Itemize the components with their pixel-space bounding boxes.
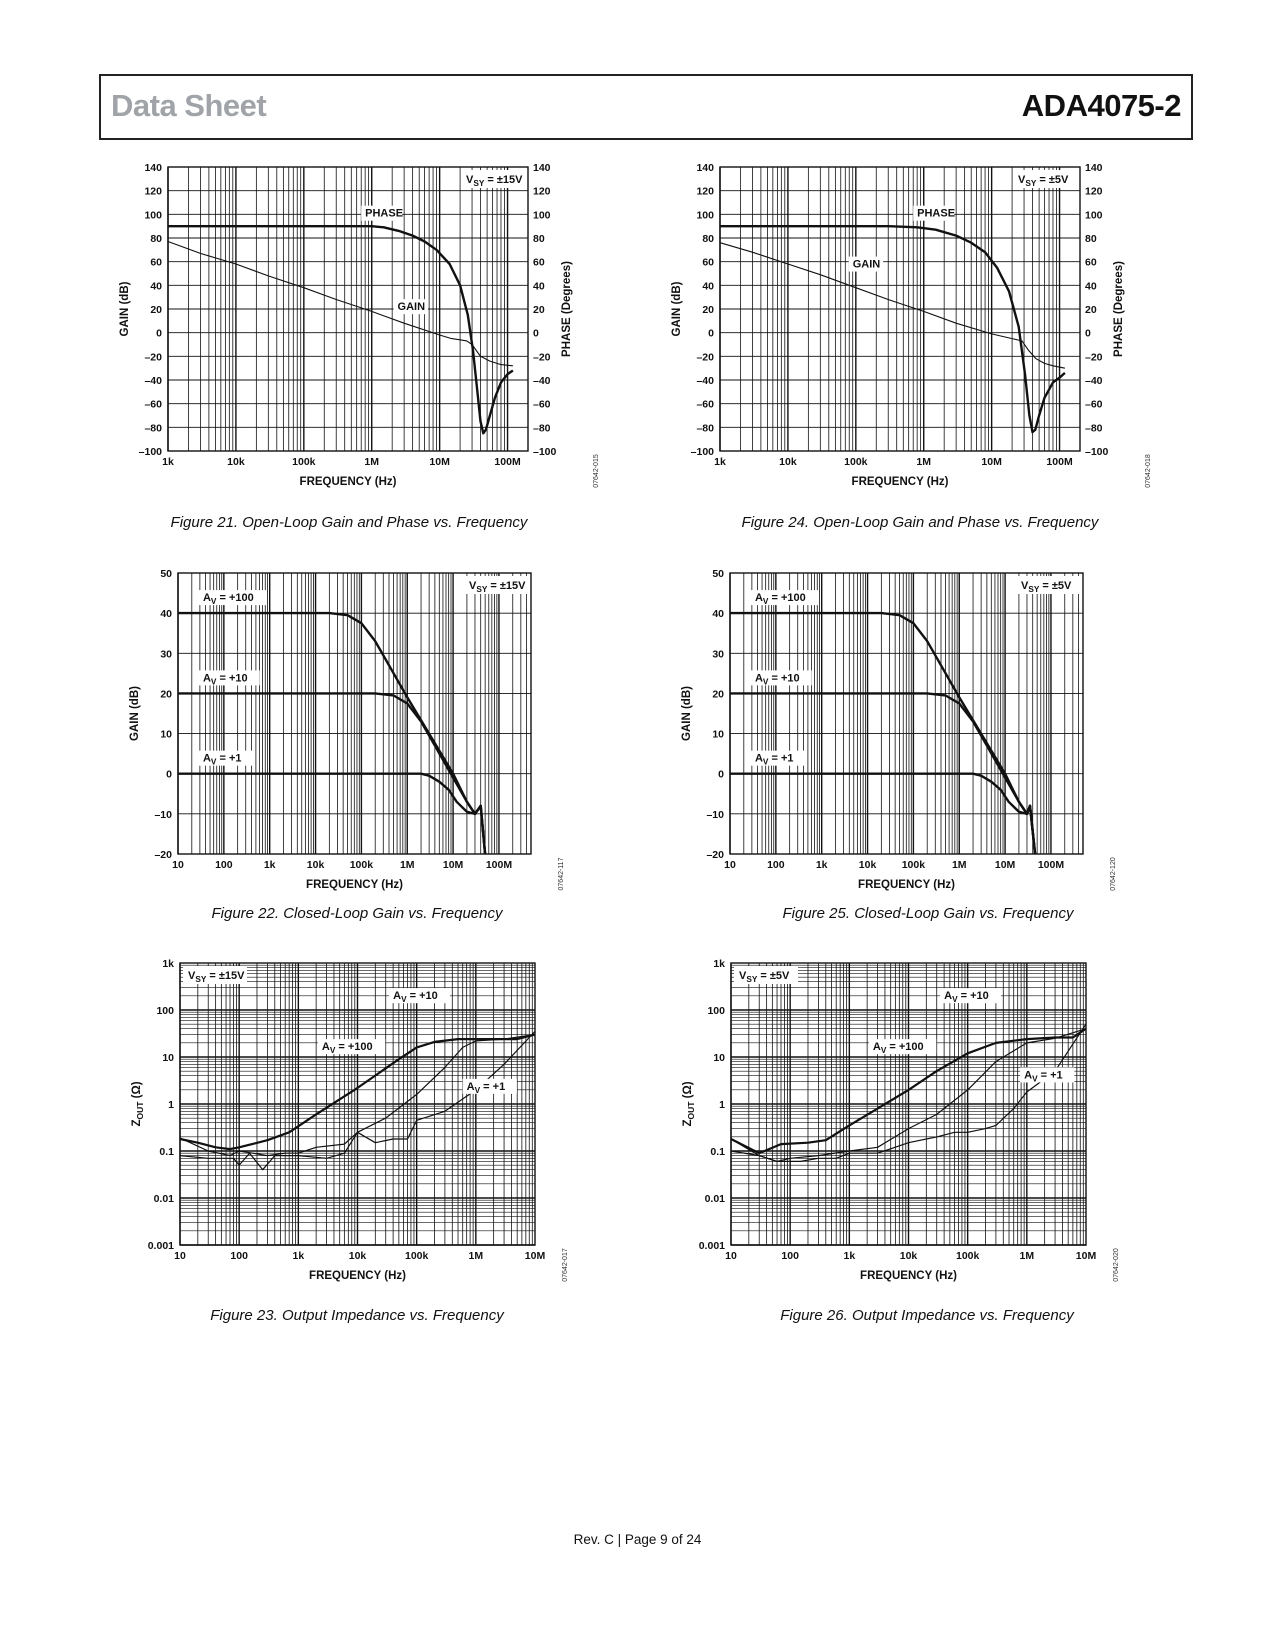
y2-tick-label: 40 xyxy=(533,280,545,293)
y2-tick-label: 40 xyxy=(1085,280,1097,293)
x-axis-label: FREQUENCY (Hz) xyxy=(306,879,403,891)
y-tick-label: 20 xyxy=(160,688,172,701)
y-tick-label: –100 xyxy=(138,446,162,458)
y2-tick-label: –20 xyxy=(533,351,551,364)
supply-label: $V_{SY} = \pm 5V$ xyxy=(739,970,790,984)
y-tick-label: 0.01 xyxy=(153,1193,174,1205)
series-annotation: $A_V = +10$ xyxy=(202,672,248,687)
y2-tick-label: 60 xyxy=(1085,256,1097,269)
y2-tick-label: –60 xyxy=(1085,398,1103,411)
y-tick-label: 100 xyxy=(707,1005,725,1017)
figure-code: 07642-018 xyxy=(1145,454,1152,488)
chart-fig22 xyxy=(100,568,580,898)
y-tick-label: 0.1 xyxy=(159,1146,174,1158)
x-tick-label: 10 xyxy=(174,1250,186,1262)
x-tick-label: 10k xyxy=(899,1250,918,1262)
x-tick-label: 100M xyxy=(494,456,521,468)
series-annotation: $A_V = +1$ xyxy=(754,752,794,767)
caption-fig22: Figure 22. Closed-Loop Gain vs. Frequency xyxy=(211,905,503,922)
y-tick-label: 30 xyxy=(712,648,724,661)
y-tick-label: 100 xyxy=(696,209,714,222)
y-tick-label: 30 xyxy=(160,648,172,661)
y-tick-label: 50 xyxy=(712,568,724,580)
fig25-svg xyxy=(670,568,1150,898)
y-tick-label: 50 xyxy=(160,568,172,580)
grid xyxy=(720,167,1080,451)
supply-label: $V_{SY} = \pm 5V$ xyxy=(1018,174,1069,188)
grid xyxy=(180,963,535,1245)
fig23-svg xyxy=(100,958,580,1298)
y-tick-label: –100 xyxy=(690,446,714,458)
y-tick-label: 0.01 xyxy=(704,1193,725,1205)
y-tick-label: 1k xyxy=(162,958,174,970)
fig24-svg xyxy=(670,160,1150,500)
y2-tick-label: 140 xyxy=(533,162,551,174)
y-tick-label: –10 xyxy=(154,808,172,821)
y2-tick-label: 100 xyxy=(1085,209,1103,222)
y2-tick-label: 120 xyxy=(533,185,551,198)
y-tick-label: 140 xyxy=(144,162,162,174)
x-tick-label: 10M xyxy=(524,1250,546,1262)
series-annotation: $A_V = +1$ xyxy=(466,1080,506,1095)
x-axis-label: FREQUENCY (Hz) xyxy=(299,476,397,488)
series-annotation: PHASE xyxy=(365,207,404,220)
x-tick-label: 10 xyxy=(724,859,736,871)
x-axis-label: FREQUENCY (Hz) xyxy=(851,476,949,488)
y2-tick-label: –100 xyxy=(533,446,557,458)
x-tick-label: 10M xyxy=(981,456,1002,468)
y2-tick-label: 120 xyxy=(1085,185,1103,198)
header-section-title: Data Sheet xyxy=(111,88,267,123)
y-axis-label: GAIN (dB) xyxy=(129,686,141,741)
x-tick-label: 100M xyxy=(485,859,513,871)
y-tick-label: –10 xyxy=(706,808,724,821)
x-tick-label: 10 xyxy=(172,859,184,871)
supply-label: $V_{SY} = \pm 15V$ xyxy=(466,174,523,188)
y-tick-label: 20 xyxy=(712,688,724,701)
grid xyxy=(178,573,531,854)
series-annotation: $A_V = +10$ xyxy=(944,990,989,1005)
x-tick-label: 10k xyxy=(858,859,877,871)
y-tick-label: 1k xyxy=(713,958,725,970)
x-tick-label: 1M xyxy=(364,456,380,468)
x-tick-label: 10M xyxy=(442,859,464,871)
caption-fig25: Figure 25. Closed-Loop Gain vs. Frequency xyxy=(782,905,1074,922)
x-tick-label: 100 xyxy=(781,1250,799,1262)
y2-tick-label: 0 xyxy=(533,327,539,340)
y-tick-label: 0.1 xyxy=(710,1146,725,1158)
x-tick-label: 10k xyxy=(306,859,325,871)
supply-label: $V_{SY} = \pm 5V$ xyxy=(1021,580,1072,594)
chart-fig25 xyxy=(670,568,1150,898)
y-tick-label: 40 xyxy=(702,280,714,293)
y2-tick-label: –40 xyxy=(1085,375,1103,387)
series-annotation: $A_V = +10$ xyxy=(754,672,800,687)
x-tick-label: 100k xyxy=(901,859,926,871)
caption-fig24: Figure 24. Open-Loop Gain and Phase vs. Frequency xyxy=(741,514,1099,531)
grid xyxy=(731,963,1086,1245)
page-footer: Rev. C | Page 9 of 24 xyxy=(573,1532,702,1547)
series-annotation: GAIN xyxy=(852,258,881,271)
y2-tick-label: –80 xyxy=(1085,422,1103,435)
y2-tick-label: –60 xyxy=(533,398,551,411)
figure-code: 07642-015 xyxy=(593,454,600,488)
figure-code: 07642-020 xyxy=(1113,1248,1120,1282)
series-annotation: $A_V = +100$ xyxy=(872,1041,924,1056)
caption-fig21: Figure 21. Open-Loop Gain and Phase vs. Frequency xyxy=(170,514,528,531)
series-annotation: $A_V = +100$ xyxy=(754,592,806,607)
x-tick-label: 1M xyxy=(951,859,967,871)
x-tick-label: 1k xyxy=(263,859,276,871)
y2-tick-label: 100 xyxy=(533,209,551,222)
y2-tick-label: 20 xyxy=(533,304,545,316)
y-tick-label: 1 xyxy=(719,1099,725,1111)
y-tick-label: 20 xyxy=(702,304,714,316)
figure-code: 07642-017 xyxy=(562,1248,569,1282)
x-tick-label: 1k xyxy=(843,1250,856,1262)
chart-fig24 xyxy=(670,160,1150,500)
fig26-svg xyxy=(670,958,1150,1298)
x-tick-label: 100M xyxy=(1046,456,1073,468)
x-tick-label: 10 xyxy=(725,1250,737,1262)
y-tick-label: 1 xyxy=(168,1099,174,1111)
y-tick-label: –20 xyxy=(696,351,714,364)
supply-label: $V_{SY} = \pm 15V$ xyxy=(188,970,245,984)
x-tick-label: 10k xyxy=(227,456,245,468)
y-tick-label: 0 xyxy=(718,768,724,781)
y-tick-label: 0 xyxy=(708,327,714,340)
y-tick-label: 100 xyxy=(156,1005,174,1017)
y-tick-label: 0 xyxy=(156,327,162,340)
x-tick-label: 10k xyxy=(348,1250,367,1262)
y2-axis-label: PHASE (Degrees) xyxy=(1113,261,1125,357)
x-tick-label: 1k xyxy=(292,1250,305,1262)
x-tick-label: 10M xyxy=(994,859,1016,871)
x-axis-label: FREQUENCY (Hz) xyxy=(858,879,955,891)
x-tick-label: 1M xyxy=(399,859,415,871)
series-line-1 xyxy=(168,242,513,366)
x-tick-label: 100k xyxy=(349,859,374,871)
fig22-svg xyxy=(100,568,580,898)
y-tick-label: –20 xyxy=(154,849,172,861)
y2-tick-label: 0 xyxy=(1085,327,1091,340)
y-tick-label: –40 xyxy=(696,375,714,387)
header-part-number: ADA4075-2 xyxy=(1021,88,1181,123)
x-tick-label: 100 xyxy=(767,859,785,871)
y-tick-label: 10 xyxy=(160,728,172,741)
y2-tick-label: 140 xyxy=(1085,162,1103,174)
y-tick-label: 0 xyxy=(166,768,172,781)
y-tick-label: 60 xyxy=(150,256,162,269)
y2-tick-label: 20 xyxy=(1085,304,1097,316)
x-axis-label: FREQUENCY (Hz) xyxy=(309,1270,406,1282)
page-header xyxy=(99,74,1193,140)
y-tick-label: 100 xyxy=(144,209,162,222)
chart-fig21 xyxy=(100,160,600,500)
y2-tick-label: –100 xyxy=(1085,446,1109,458)
y-tick-label: 0.001 xyxy=(147,1240,174,1252)
y-tick-label: –20 xyxy=(706,849,724,861)
series-annotation: PHASE xyxy=(917,207,956,220)
x-tick-label: 1M xyxy=(468,1250,484,1262)
y2-tick-label: –20 xyxy=(1085,351,1103,364)
y-tick-label: 10 xyxy=(713,1052,725,1064)
y-tick-label: 120 xyxy=(696,185,714,198)
y-tick-label: –80 xyxy=(696,422,714,435)
series-annotation: $A_V = +1$ xyxy=(202,752,242,767)
y-axis-label: $Z_{OUT}$ (Ω) xyxy=(682,1081,696,1127)
y-tick-label: 20 xyxy=(150,304,162,316)
x-tick-label: 100k xyxy=(404,1250,429,1262)
y-tick-label: 40 xyxy=(150,280,162,293)
y-tick-label: –60 xyxy=(144,398,162,411)
y-tick-label: 10 xyxy=(162,1052,174,1064)
figure-code: 07642-120 xyxy=(1110,857,1117,891)
y-tick-label: 40 xyxy=(712,608,724,621)
y-tick-label: 120 xyxy=(144,185,162,198)
x-tick-label: 10k xyxy=(779,456,797,468)
y-tick-label: 80 xyxy=(150,233,162,245)
x-tick-label: 100 xyxy=(215,859,233,871)
caption-fig23: Figure 23. Output Impedance vs. Frequency xyxy=(210,1307,504,1324)
x-tick-label: 10M xyxy=(1075,1250,1097,1262)
series-annotation: GAIN xyxy=(397,301,426,314)
y2-tick-label: –40 xyxy=(533,375,551,387)
x-tick-label: 1M xyxy=(916,456,932,468)
x-tick-label: 1k xyxy=(162,456,174,468)
x-tick-label: 100 xyxy=(230,1250,248,1262)
y-axis-label: GAIN (dB) xyxy=(119,281,131,337)
y-tick-label: 40 xyxy=(160,608,172,621)
y-tick-label: –80 xyxy=(144,422,162,435)
chart-fig26 xyxy=(670,958,1150,1298)
y-axis-label: GAIN (dB) xyxy=(681,686,693,741)
y-tick-label: –20 xyxy=(144,351,162,364)
x-tick-label: 1M xyxy=(1019,1250,1035,1262)
x-tick-label: 1k xyxy=(815,859,828,871)
x-axis-label: FREQUENCY (Hz) xyxy=(860,1270,957,1282)
y2-axis-label: PHASE (Degrees) xyxy=(561,261,573,357)
y-tick-label: 60 xyxy=(702,256,714,269)
series-annotation: $A_V = +1$ xyxy=(1024,1069,1063,1084)
y2-tick-label: –80 xyxy=(533,422,551,435)
caption-fig26: Figure 26. Output Impedance vs. Frequency xyxy=(780,1307,1074,1324)
chart-fig23 xyxy=(100,958,580,1298)
y2-tick-label: 60 xyxy=(533,256,545,269)
series-line-0 xyxy=(168,226,513,433)
y-tick-label: 80 xyxy=(702,233,714,245)
y-tick-label: 10 xyxy=(712,728,724,741)
y-tick-label: –60 xyxy=(696,398,714,411)
x-tick-label: 100k xyxy=(844,456,868,468)
y-axis-label: $Z_{OUT}$ (Ω) xyxy=(131,1081,145,1127)
x-tick-label: 100k xyxy=(955,1250,980,1262)
series-annotation: $A_V = +100$ xyxy=(321,1041,373,1056)
x-tick-label: 1k xyxy=(714,456,726,468)
y-tick-label: 0.001 xyxy=(698,1240,725,1252)
y2-tick-label: 80 xyxy=(1085,233,1097,245)
y-tick-label: 140 xyxy=(696,162,714,174)
fig21-svg xyxy=(100,160,600,500)
x-tick-label: 10M xyxy=(429,456,450,468)
series-line-0 xyxy=(720,226,1065,432)
series-annotation: $A_V = +10$ xyxy=(393,990,438,1005)
y-tick-label: –40 xyxy=(144,375,162,387)
x-tick-label: 100k xyxy=(292,456,316,468)
supply-label: $V_{SY} = \pm 15V$ xyxy=(469,580,526,594)
figure-code: 07642-117 xyxy=(558,857,565,891)
series-annotation: $A_V = +100$ xyxy=(202,592,254,607)
x-tick-label: 100M xyxy=(1037,859,1065,871)
y2-tick-label: 80 xyxy=(533,233,545,245)
y-axis-label: GAIN (dB) xyxy=(671,281,683,337)
grid xyxy=(168,167,528,451)
